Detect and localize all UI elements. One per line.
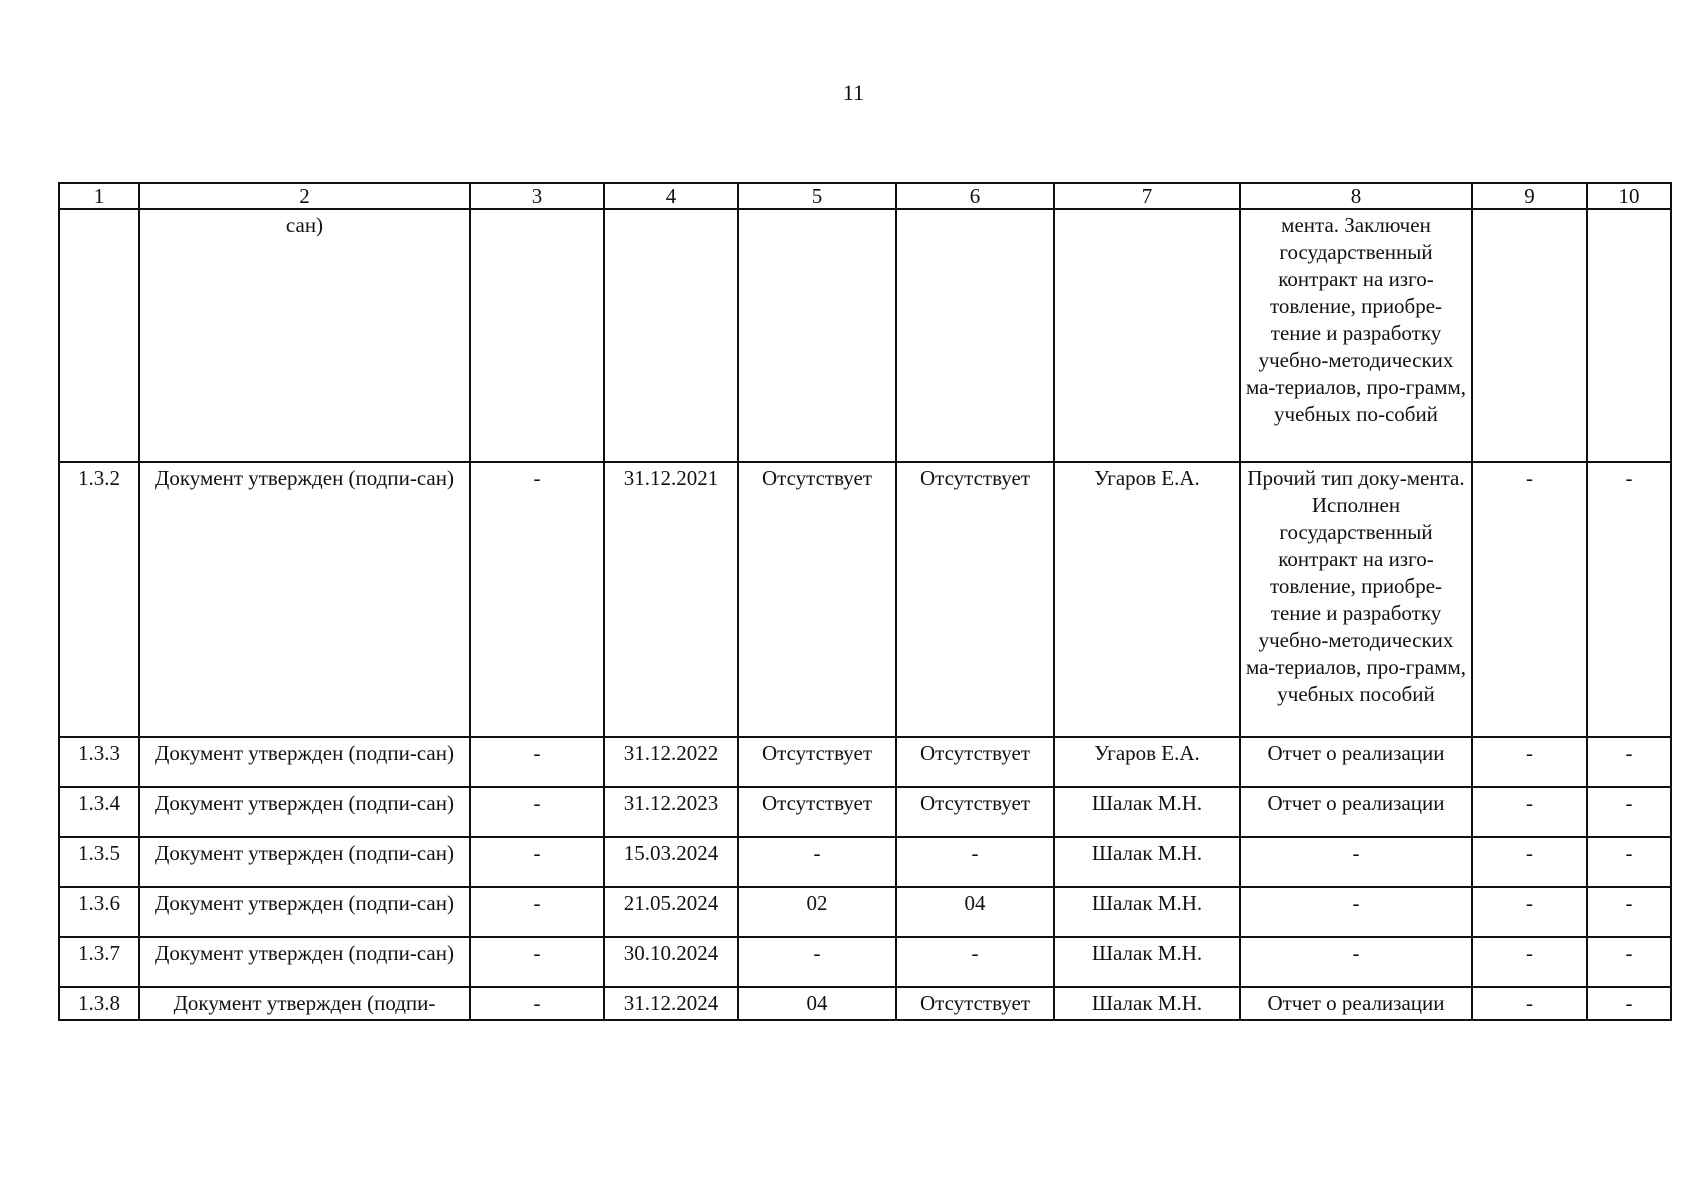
col9-value-cell: - xyxy=(1472,887,1587,937)
col6-value-cell: 04 xyxy=(896,887,1054,937)
col5-value-cell: - xyxy=(738,837,896,887)
column-header: 2 xyxy=(139,183,470,209)
column-header: 10 xyxy=(1587,183,1671,209)
col9-value-cell: - xyxy=(1472,787,1587,837)
row-number-cell xyxy=(59,209,139,462)
due-date-cell: 15.03.2024 xyxy=(604,837,738,887)
table-row xyxy=(59,787,1671,837)
document-table xyxy=(58,182,1672,1021)
result-status-cell: Документ утвержден (подпи-сан) xyxy=(139,462,470,737)
col6-value-cell: Отсутствует xyxy=(896,462,1054,737)
col5-value-cell: Отсутствует xyxy=(738,462,896,737)
col10-value-cell: - xyxy=(1587,887,1671,937)
col9-value-cell: - xyxy=(1472,937,1587,987)
column-header: 4 xyxy=(604,183,738,209)
responsible-cell: Шалак М.Н. xyxy=(1054,887,1240,937)
col9-value-cell: - xyxy=(1472,737,1587,787)
page-number: 11 xyxy=(842,80,865,105)
column-header: 3 xyxy=(470,183,604,209)
due-date-cell: 31.12.2024 xyxy=(604,987,738,1020)
col5-value-cell xyxy=(738,209,896,462)
col3-value-cell: - xyxy=(470,887,604,937)
col5-value-cell: 02 xyxy=(738,887,896,937)
due-date-cell: 31.12.2023 xyxy=(604,787,738,837)
responsible-cell: Шалак М.Н. xyxy=(1054,987,1240,1020)
document-type-cell: - xyxy=(1240,937,1472,987)
col10-value-cell: - xyxy=(1587,787,1671,837)
column-header: 6 xyxy=(896,183,1054,209)
result-status-cell: Документ утвержден (подпи-сан) xyxy=(139,837,470,887)
col6-value-cell: Отсутствует xyxy=(896,737,1054,787)
col6-value-cell: - xyxy=(896,937,1054,987)
row-number-cell: 1.3.6 xyxy=(59,887,139,937)
table-body xyxy=(59,209,1671,1020)
col6-value-cell xyxy=(896,209,1054,462)
col6-value-cell: Отсутствует xyxy=(896,787,1054,837)
document-type-cell: - xyxy=(1240,837,1472,887)
column-header: 8 xyxy=(1240,183,1472,209)
due-date-cell: 31.12.2021 xyxy=(604,462,738,737)
col9-value-cell: - xyxy=(1472,462,1587,737)
responsible-cell: Угаров Е.А. xyxy=(1054,462,1240,737)
document-type-cell: - xyxy=(1240,887,1472,937)
due-date-cell: 30.10.2024 xyxy=(604,937,738,987)
document-type-cell: Отчет о реализации xyxy=(1240,787,1472,837)
row-number-cell: 1.3.5 xyxy=(59,837,139,887)
table-header-row xyxy=(59,183,1671,209)
due-date-cell: 31.12.2022 xyxy=(604,737,738,787)
result-status-cell: Документ утвержден (подпи-сан) xyxy=(139,887,470,937)
responsible-cell: Шалак М.Н. xyxy=(1054,937,1240,987)
table-row xyxy=(59,937,1671,987)
col10-value-cell: - xyxy=(1587,937,1671,987)
due-date-cell: 21.05.2024 xyxy=(604,887,738,937)
document-type-cell: мента. Заключен государственный контракт на изго-товление, приобре-тение и разработку учебно-методических ма-териалов, про-грамм, учебных по-собий xyxy=(1240,209,1472,462)
row-number-cell: 1.3.2 xyxy=(59,462,139,737)
col10-value-cell: - xyxy=(1587,737,1671,787)
col3-value-cell: - xyxy=(470,737,604,787)
result-status-cell: Документ утвержден (подпи-сан) xyxy=(139,737,470,787)
col3-value-cell: - xyxy=(470,937,604,987)
column-header: 7 xyxy=(1054,183,1240,209)
col3-value-cell: - xyxy=(470,462,604,737)
result-status-cell: сан) xyxy=(139,209,470,462)
col3-value-cell: - xyxy=(470,987,604,1020)
due-date-cell xyxy=(604,209,738,462)
document-type-cell: Отчет о реализации xyxy=(1240,987,1472,1020)
col3-value-cell: - xyxy=(470,787,604,837)
result-status-cell: Документ утвержден (подпи-сан) xyxy=(139,787,470,837)
document-type-cell: Прочий тип доку-мента. Исполнен государственный контракт на изго-товление, приобре-тение и разработку учебно-методических ма-териалов, про-грамм, учебных пособий xyxy=(1240,462,1472,737)
result-status-cell: Документ утвержден (подпи- xyxy=(139,987,470,1020)
document-type-cell: Отчет о реализации xyxy=(1240,737,1472,787)
table-row xyxy=(59,462,1671,737)
col5-value-cell: Отсутствует xyxy=(738,787,896,837)
col5-value-cell: 04 xyxy=(738,987,896,1020)
col9-value-cell xyxy=(1472,209,1587,462)
row-number-cell: 1.3.7 xyxy=(59,937,139,987)
row-number-cell: 1.3.3 xyxy=(59,737,139,787)
col10-value-cell xyxy=(1587,209,1671,462)
responsible-cell xyxy=(1054,209,1240,462)
col5-value-cell: - xyxy=(738,937,896,987)
col10-value-cell: - xyxy=(1587,987,1671,1020)
col6-value-cell: - xyxy=(896,837,1054,887)
responsible-cell: Угаров Е.А. xyxy=(1054,737,1240,787)
table-row xyxy=(59,209,1671,462)
table-row xyxy=(59,837,1671,887)
col10-value-cell: - xyxy=(1587,837,1671,887)
column-header: 9 xyxy=(1472,183,1587,209)
responsible-cell: Шалак М.Н. xyxy=(1054,837,1240,887)
table-row xyxy=(59,987,1671,1020)
row-number-cell: 1.3.8 xyxy=(59,987,139,1020)
col9-value-cell: - xyxy=(1472,987,1587,1020)
col3-value-cell: - xyxy=(470,837,604,887)
responsible-cell: Шалак М.Н. xyxy=(1054,787,1240,837)
column-header: 5 xyxy=(738,183,896,209)
col10-value-cell: - xyxy=(1587,462,1671,737)
col6-value-cell: Отсутствует xyxy=(896,987,1054,1020)
row-number-cell: 1.3.4 xyxy=(59,787,139,837)
col5-value-cell: Отсутствует xyxy=(738,737,896,787)
table-row xyxy=(59,887,1671,937)
col9-value-cell: - xyxy=(1472,837,1587,887)
col3-value-cell xyxy=(470,209,604,462)
column-header: 1 xyxy=(59,183,139,209)
result-status-cell: Документ утвержден (подпи-сан) xyxy=(139,937,470,987)
table-row xyxy=(59,737,1671,787)
